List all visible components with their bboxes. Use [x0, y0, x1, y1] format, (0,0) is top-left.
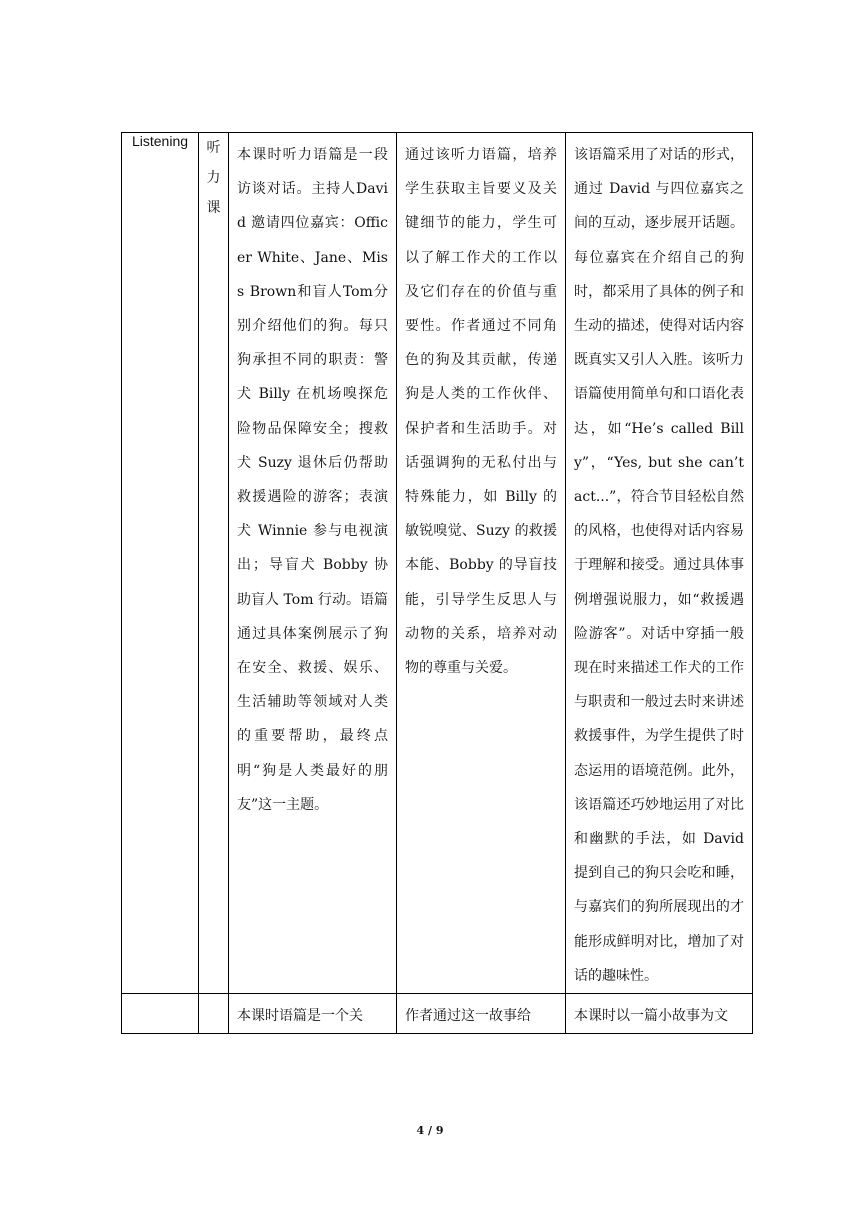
- lesson-type-cell: [122, 133, 199, 994]
- lesson-name-label: 听力课: [206, 140, 221, 216]
- text-structure-cell: [566, 133, 753, 994]
- lesson-type-cell: [122, 994, 199, 1034]
- text-meaning: 通过该听力语篇，培养学生获取主旨要义及关键细节的能力，学生可以了解工作犬的工作以及它们存在的价值与重要性。作者通过不同角色的狗及其贡献，传递狗是人类的工作伙伴、保护者和生活助手。对话强调狗的无私付出与特殊能力，如 Billy 的敏锐嗅觉、Suzy 的救援本能、Bobby 的导盲技能，引导学生反思人与动物的关系，培养对动物的尊重与关爱。: [405, 147, 557, 677]
- text-meaning: 作者通过这一故事给: [405, 1008, 531, 1025]
- text-structure: 该语篇采用了对话的形式，通过 David 与四位嘉宾之间的互动，逐步展开话题。每位嘉宾在介绍自己的狗时，都采用了具体的例子和生动的描述，使得对话内容既真实又引人入胜。该听力语篇使用简单句和口语化表达，如“He’s called Billy”，“Yes, but she can’t act...”，符合节目轻松自然的风格，也使得对话内容易于理解和接受。通过具体事例增强说服力，如“救援遇险游客”。对话中穿插一般现在时来描述工作犬的工作与职责和一般过去时来讲述救援事件，为学生提供了时态运用的语境范例。此外，该语篇还巧妙地运用了对比和幽默的手法，如 David 提到自己的狗只会吃和睡，与嘉宾们的狗所展现出的才能形成鲜明对比，增加了对话的趣味性。: [574, 147, 744, 984]
- page-number: 4 / 9: [416, 1124, 444, 1137]
- text-content-cell: [229, 133, 397, 994]
- lesson-name-cell: [199, 994, 229, 1034]
- text-meaning-cell: [397, 133, 566, 994]
- lesson-name-cell: [199, 133, 229, 994]
- table-row: [122, 133, 753, 994]
- text-meaning-cell: [397, 994, 566, 1034]
- table-row: [122, 994, 753, 1034]
- text-content: 本课时语篇是一个关: [237, 1008, 363, 1025]
- text-structure: 本课时以一篇小故事为文: [574, 1008, 728, 1025]
- text-content-cell: [229, 994, 397, 1034]
- analysis-table: [121, 132, 753, 1034]
- lesson-type-label: Listening: [131, 133, 189, 149]
- text-structure-cell: [566, 994, 753, 1034]
- text-content: 本课时听力语篇是一段访谈对话。主持人David 邀请四位嘉宾：Officer White、Jane、Miss Brown和盲人Tom分别介绍他们的狗。每只狗承担不同的职责：警犬 Billy 在机场嗅探危险物品保障安全；搜救犬 Suzy 退休后仍帮助救援遇险的游客；表演犬 Winnie 参与电视演出；导盲犬 Bobby 协助盲人 Tom 行动。语篇通过具体案例展示了狗在安全、救援、娱乐、生活辅助等领域对人类的重要帮助，最终点明“狗是人类最好的朋友”这一主题。: [237, 147, 388, 813]
